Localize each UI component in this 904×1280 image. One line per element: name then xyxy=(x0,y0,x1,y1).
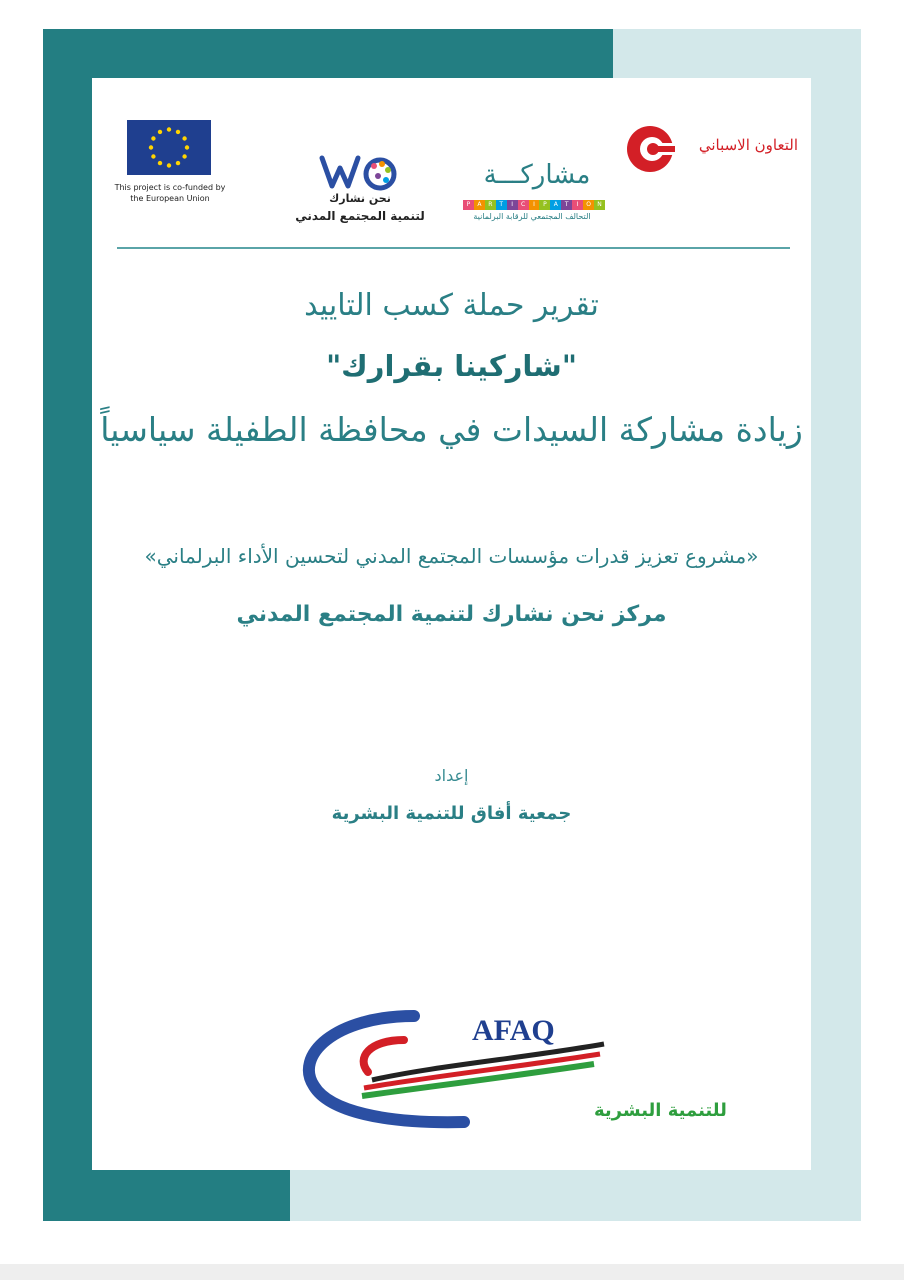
participation-letter: N xyxy=(594,200,605,210)
participation-letter: C xyxy=(518,200,529,210)
prepared-by-label: إعداد xyxy=(434,766,469,785)
eu-caption-line2: the European Union xyxy=(130,194,210,203)
report-subtitle: زيادة مشاركة السيدات في محافظة الطفيلة سياسياً xyxy=(100,410,803,449)
aecid-logo-icon xyxy=(625,123,675,175)
organization-name: مركز نحن نشارك لتنمية المجتمع المدني xyxy=(236,602,667,627)
project-name: «مشروع تعزيز قدرات مؤسسات المجتمع المدني لتحسين الأداء البرلماني» xyxy=(144,544,759,568)
participation-letter: A xyxy=(474,200,485,210)
eu-star xyxy=(167,163,171,167)
eu-star xyxy=(149,145,153,149)
participation-letter: T xyxy=(496,200,507,210)
eu-star xyxy=(151,154,155,158)
participation-strip xyxy=(463,200,605,210)
eu-star xyxy=(176,161,180,165)
eu-star xyxy=(158,130,162,134)
participation-letter: I xyxy=(507,200,518,210)
frame-light-band-bottom xyxy=(290,1170,861,1221)
musharaka-logo-name: مشاركـــة xyxy=(483,160,591,190)
participation-letter: T xyxy=(561,200,572,210)
eu-caption xyxy=(105,182,235,204)
screenshot-bottom-strip xyxy=(0,1264,904,1280)
participation-letter: I xyxy=(572,200,583,210)
we-logo xyxy=(318,150,404,194)
afaq-logo-subtitle: للتنمية البشرية xyxy=(594,1100,727,1121)
eu-caption-line1: This project is co-funded by xyxy=(114,183,226,192)
musharaka-logo-subtitle: التحالف المجتمعي للرقابة البرلمانية xyxy=(473,212,591,221)
afaq-logo xyxy=(294,1006,727,1128)
report-title: تقرير حملة كسب التاييد xyxy=(304,288,599,323)
participation-letter: P xyxy=(463,200,474,210)
we-logo-line1: نحن نشارك xyxy=(329,192,391,205)
aecid-logo-text: التعاون الاسباني xyxy=(698,136,798,154)
participation-letter: R xyxy=(485,200,496,210)
eu-star xyxy=(158,161,162,165)
frame-light-band-right xyxy=(811,29,861,1221)
we-logo-line2: لتنمية المجتمع المدني xyxy=(295,209,425,223)
eu-star xyxy=(176,130,180,134)
participation-letter: I xyxy=(529,200,540,210)
afaq-logo-name: AFAQ xyxy=(472,1014,555,1047)
eu-star xyxy=(185,145,189,149)
participation-letter: P xyxy=(539,200,550,210)
campaign-name: "شاركينا بقرارك" xyxy=(326,349,577,383)
participation-letter: O xyxy=(583,200,594,210)
eu-star xyxy=(182,154,186,158)
eu-star xyxy=(151,136,155,140)
eu-flag-logo xyxy=(127,120,211,175)
eu-star xyxy=(182,136,186,140)
header-divider xyxy=(117,247,790,249)
prepared-by-name: جمعية أفاق للتنمية البشرية xyxy=(331,803,572,824)
eu-star xyxy=(167,127,171,131)
participation-letter: A xyxy=(550,200,561,210)
